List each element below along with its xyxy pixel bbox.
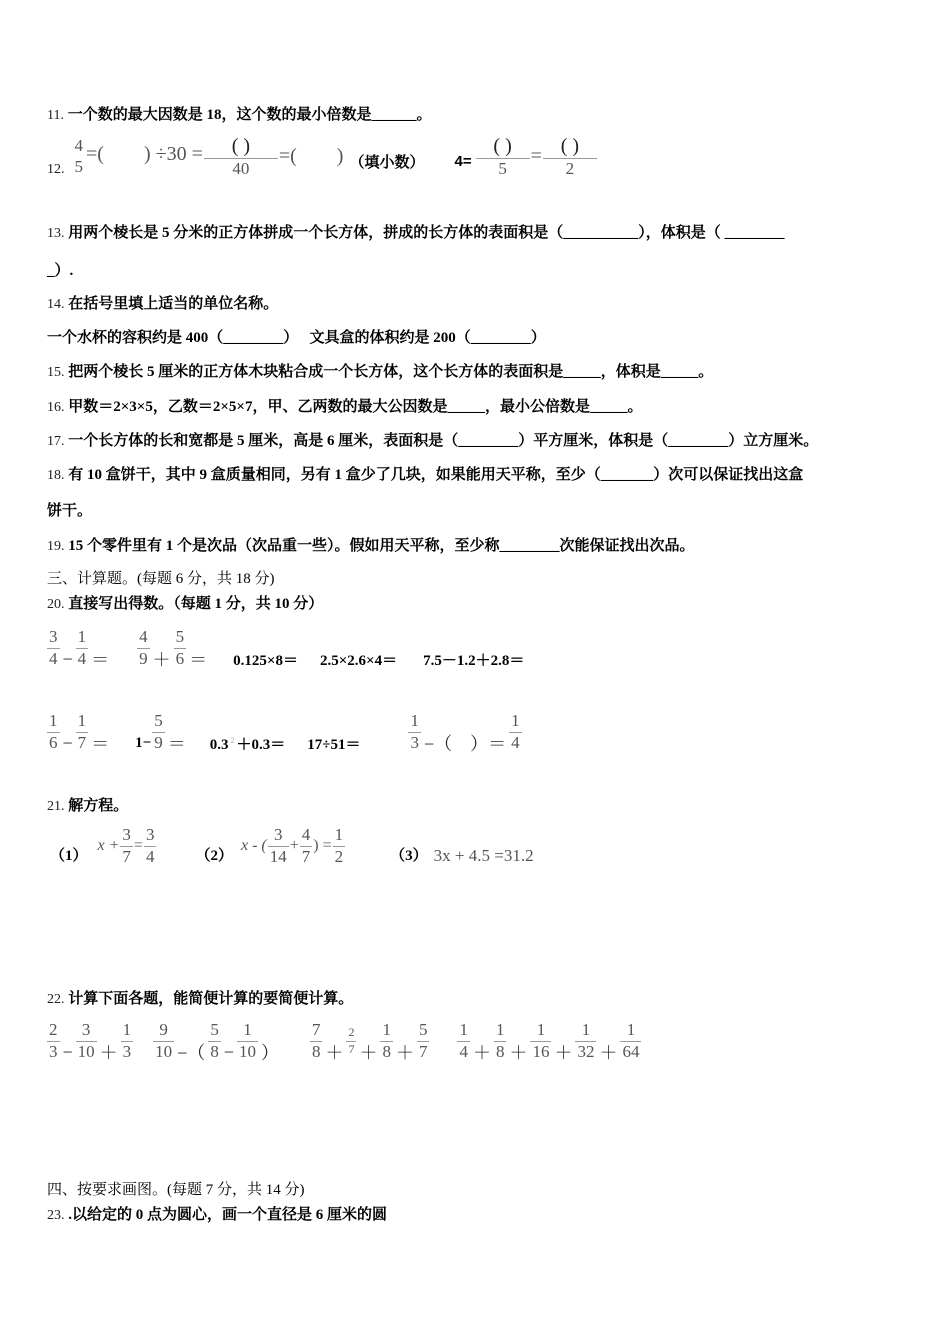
question-22	[47, 987, 353, 1008]
denominator: 6	[49, 732, 58, 752]
equals: =	[133, 837, 143, 855]
denominator: 3	[410, 732, 419, 752]
fraction	[380, 1021, 393, 1061]
denominator: 32	[577, 1041, 595, 1061]
operator: −	[62, 732, 73, 753]
denominator: 16	[532, 1041, 550, 1061]
question-number: 21.	[47, 799, 65, 814]
denominator: 10	[77, 1041, 95, 1061]
numerator: 1	[49, 710, 58, 730]
exponent: 2	[230, 735, 235, 745]
fraction	[153, 1021, 174, 1061]
expression-p2	[152, 1017, 281, 1065]
question-13	[47, 221, 785, 242]
fraction	[144, 826, 157, 866]
fraction	[152, 712, 165, 752]
denominator: 10	[155, 1041, 173, 1061]
question-11	[47, 103, 432, 124]
fraction	[530, 1021, 551, 1061]
denominator: 7	[77, 732, 87, 752]
expression	[210, 733, 286, 754]
operator: −	[223, 1041, 234, 1062]
question-21	[47, 794, 128, 815]
numerator: 1	[410, 710, 419, 730]
numerator: 1	[626, 1019, 636, 1039]
question-text: 解方程。	[68, 798, 129, 814]
question-15	[47, 360, 713, 381]
numerator: 1	[122, 1019, 132, 1039]
mental-math-row-1	[46, 624, 524, 672]
question-number: 19.	[47, 539, 65, 554]
expression: 0.125×8＝	[233, 652, 298, 669]
fraction	[509, 712, 522, 752]
expression-p1	[46, 1017, 134, 1065]
question-13-continuation: _）.	[47, 263, 74, 279]
section-3-heading: 三、计算题。(每题 6 分，共 18 分)	[47, 571, 275, 587]
numerator: 1	[459, 1019, 468, 1039]
expression-p3	[309, 1017, 431, 1065]
numerator: 4	[301, 825, 311, 844]
expression: ) =	[313, 837, 332, 855]
numerator: 1	[77, 626, 87, 646]
numerator: 5	[175, 626, 185, 646]
denominator: 6	[175, 648, 185, 668]
fraction	[417, 1021, 430, 1061]
denominator: 7	[122, 846, 131, 866]
denominator: 40	[204, 158, 278, 179]
numerator: 1	[495, 1019, 505, 1039]
numerator: 3	[81, 1019, 91, 1039]
question-text: .以给定的 0 点为圆心，画一个直径是 6 厘米的圆	[68, 1207, 388, 1223]
denominator: 4	[145, 846, 155, 866]
question-number: 17.	[47, 434, 65, 449]
question-number: 14.	[47, 297, 65, 312]
fraction	[174, 628, 187, 668]
denominator: 8	[382, 1041, 391, 1061]
fraction	[204, 135, 278, 179]
fraction	[476, 135, 530, 179]
equation-label: （1）	[50, 847, 88, 864]
numerator: 3	[49, 626, 58, 646]
fraction	[73, 137, 86, 177]
question-text: 一个长方体的长和宽都是 5 厘米，高是 6 厘米，表面积是（________）平方厘米，体积是（________）立方厘米。	[68, 433, 819, 449]
question-23	[47, 1203, 387, 1224]
fraction	[457, 1021, 470, 1061]
denominator: 9	[154, 732, 163, 752]
denominator: 7	[348, 1041, 355, 1056]
equations-row	[50, 826, 534, 866]
denominator: 7	[301, 846, 311, 866]
denominator: 4	[511, 732, 520, 752]
question-text: 甲数＝2×3×5，乙数＝2×5×7，甲、乙两数的最大公因数是_____，最小公倍数是_____。	[68, 399, 643, 415]
equation-label: （2）	[195, 847, 233, 864]
operator: −	[62, 648, 73, 669]
simplify-row	[46, 1017, 642, 1065]
fraction	[268, 826, 289, 866]
denominator: 8	[495, 1041, 505, 1061]
fraction	[237, 1021, 258, 1061]
denominator: 8	[210, 1041, 219, 1061]
question-number: 13.	[47, 226, 65, 241]
expression: −（ ）＝	[423, 734, 507, 754]
numerator: 4	[139, 626, 148, 646]
fraction	[120, 826, 133, 866]
denominator: 4	[77, 648, 87, 668]
question-12	[47, 135, 598, 179]
answer-blank: ______	[371, 107, 417, 123]
fraction	[300, 826, 313, 866]
fraction	[137, 628, 150, 668]
fraction	[494, 1021, 507, 1061]
operator: ＋	[554, 1043, 573, 1063]
expression-rest: ＋0.3＝	[236, 736, 286, 753]
denominator: 4	[49, 648, 58, 668]
mental-math-row-2	[46, 708, 523, 756]
fraction	[47, 1021, 60, 1061]
numerator: ( )	[493, 135, 512, 157]
expression: x +	[97, 837, 120, 855]
denominator: 5	[74, 157, 83, 177]
numerator: 1	[243, 1019, 252, 1039]
denominator: 7	[418, 1041, 428, 1061]
numerator: 1	[511, 710, 520, 730]
operator: ＋	[395, 1043, 414, 1063]
question-text: 一个数的最大因数是 18，这个数的最小倍数是	[67, 107, 372, 123]
question-number: 16.	[47, 400, 65, 415]
numerator: 1	[334, 825, 344, 844]
operator: ＋	[599, 1043, 618, 1063]
question-number: 23.	[47, 1208, 65, 1223]
expression: x - (	[240, 837, 267, 855]
equals: =	[530, 145, 542, 168]
expression-p4	[456, 1017, 642, 1065]
equals: ＝	[167, 734, 186, 754]
question-number: 22.	[47, 992, 65, 1007]
equals: ＝	[91, 650, 110, 670]
operator: −（	[177, 1043, 206, 1063]
question-17	[47, 429, 818, 450]
numerator: 1	[581, 1019, 591, 1039]
numerator: ( )	[560, 135, 580, 157]
fraction	[333, 826, 346, 866]
operator: ＋	[472, 1043, 491, 1063]
fraction	[121, 1021, 134, 1061]
section-4-heading: 四、按要求画图。(每题 7 分，共 14 分)	[47, 1182, 305, 1198]
equals: ＝	[91, 734, 110, 754]
operator: +	[289, 837, 299, 855]
operator: −	[62, 1041, 73, 1062]
base: 0.3	[209, 736, 229, 753]
equation-label: （3）	[390, 847, 428, 864]
fraction	[76, 1021, 97, 1061]
numerator: 3	[145, 825, 155, 844]
denominator: 4	[459, 1041, 468, 1061]
question-14-items: 一个水杯的容积约是 400（________） 文具盒的体积约是 200（________）	[47, 330, 546, 346]
question-number: 18.	[47, 468, 65, 483]
expression: =( )	[278, 145, 344, 168]
numerator: ( )	[231, 135, 251, 157]
expression: 1−	[135, 734, 152, 751]
numerator: 4	[74, 135, 83, 155]
fraction	[408, 712, 421, 752]
numerator: 2	[49, 1019, 58, 1039]
denominator: 3	[122, 1041, 132, 1061]
denominator: 10	[238, 1041, 256, 1061]
denominator: 2	[334, 846, 344, 866]
fraction	[47, 628, 60, 668]
question-14	[47, 292, 278, 313]
question-16	[47, 395, 642, 416]
expression: 17÷51＝	[307, 736, 361, 753]
numerator: 5	[154, 710, 163, 730]
operator: ＋	[359, 1043, 378, 1063]
question-text: 计算下面各题，能简便计算的要简便计算。	[68, 991, 354, 1007]
punctuation: 。	[416, 107, 432, 123]
numerator: 3	[122, 825, 131, 844]
question-number: 15.	[47, 365, 65, 380]
fraction	[310, 1021, 323, 1061]
expression: 2.5×2.6×4＝	[319, 652, 398, 669]
question-text: 把两个棱长 5 厘米的正方体木块粘合成一个长方体，这个长方体的表面积是_____，体积是_____。	[68, 364, 714, 380]
denominator: 9	[139, 648, 148, 668]
numerator: 1	[77, 710, 87, 730]
question-18	[47, 463, 803, 484]
operator: ＋	[325, 1043, 344, 1063]
denominator: 14	[269, 846, 287, 866]
operator: ＋	[99, 1043, 118, 1063]
question-18-continuation: 饼干。	[47, 503, 93, 519]
question-text: 有 10 盒饼干，其中 9 盒质量相同，另有 1 盒少了几块，如果能用天平称，至少（_______）次可以保证找出这盒	[68, 467, 804, 483]
question-20	[47, 592, 323, 613]
denominator: 3	[49, 1041, 58, 1061]
operator: ＋	[152, 650, 171, 670]
fraction	[543, 135, 597, 179]
numerator: 7	[311, 1019, 321, 1039]
numerator: 3	[273, 825, 283, 844]
question-number: 20.	[47, 597, 65, 612]
equals: ＝	[189, 650, 208, 670]
denominator: 5	[476, 158, 530, 179]
question-text: 在括号里填上适当的单位名称。	[68, 296, 279, 312]
denominator: 2	[543, 158, 597, 179]
expression: 4=	[454, 153, 472, 171]
fraction	[620, 1021, 641, 1061]
operator: ）	[260, 1043, 279, 1063]
fraction	[208, 1021, 221, 1061]
numerator: 1	[382, 1019, 391, 1039]
expression: =( ) ÷30 =	[86, 143, 203, 166]
numerator: 1	[536, 1019, 546, 1039]
numerator: 5	[210, 1019, 219, 1039]
denominator: 8	[311, 1041, 321, 1061]
question-number: 12.	[47, 161, 65, 177]
expression: 3x + 4.5 =31.2	[433, 846, 534, 866]
hint-text: （填小数）	[349, 155, 425, 172]
question-text: 直接写出得数。（每题 1 分，共 10 分）	[68, 596, 324, 612]
numerator: 5	[418, 1019, 428, 1039]
fraction	[76, 712, 89, 752]
fraction	[47, 712, 60, 752]
question-text: 15 个零件里有 1 个是次品（次品重一些）。假如用天平称，至少称________次能保证找出次品。	[68, 538, 695, 554]
question-19	[47, 534, 695, 555]
operator: ＋	[509, 1043, 528, 1063]
fraction	[346, 1026, 356, 1055]
expression: 7.5－1.2＋2.8＝	[423, 652, 525, 669]
question-text: 用两个棱长是 5 分米的正方体拼成一个长方体，拼成的长方体的表面积是（__________），体积是（ ________	[68, 225, 785, 241]
fraction	[76, 628, 89, 668]
fraction	[575, 1021, 596, 1061]
question-number: 11.	[47, 108, 64, 123]
denominator: 64	[622, 1041, 640, 1061]
numerator: 2	[348, 1025, 355, 1040]
numerator: 9	[159, 1019, 168, 1039]
